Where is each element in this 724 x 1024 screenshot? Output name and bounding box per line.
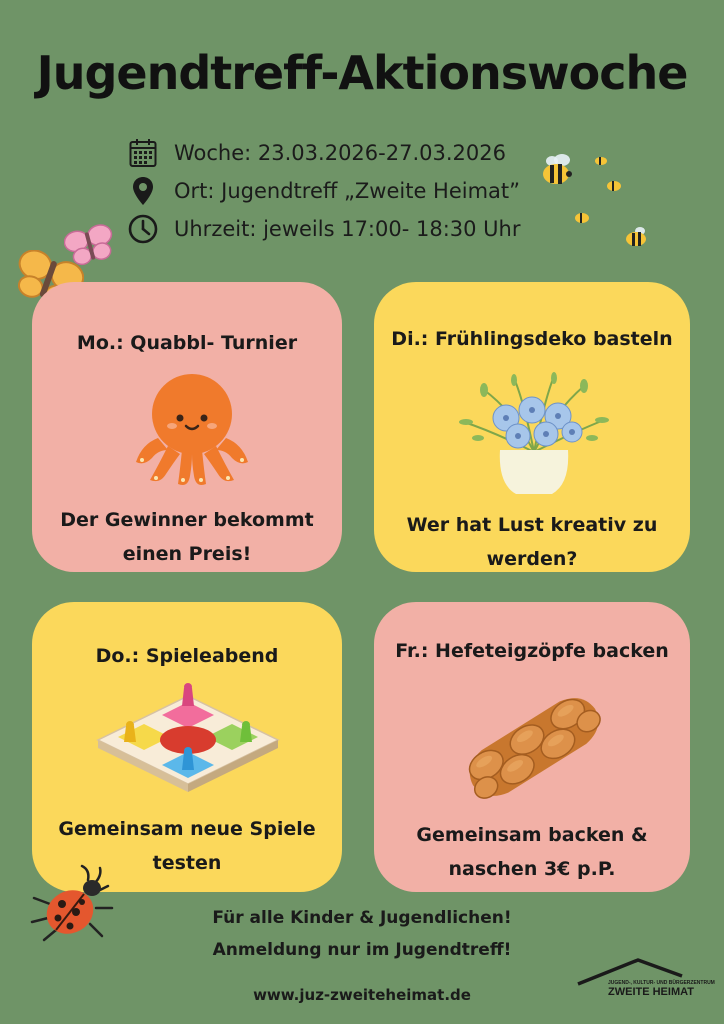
card-thursday — [32, 602, 342, 892]
zweite-heimat-logo — [574, 958, 714, 1002]
card-friday-title: Fr.: Hefeteigzöpfe backen — [395, 640, 669, 662]
card-thursday-title: Do.: Spieleabend — [95, 645, 279, 667]
bee-icon — [606, 178, 622, 192]
card-tuesday-line2: werden? — [486, 548, 578, 570]
card-tuesday-line1: Wer hat Lust kreativ zu — [406, 514, 658, 536]
card-friday-line2: naschen 3€ p.P. — [448, 858, 616, 880]
card-tuesday-title: Di.: Frühlingsdeko basteln — [391, 328, 673, 350]
bee-icon — [594, 154, 608, 166]
info-time-text: Uhrzeit: jeweils 17:00- 18:30 Uhr — [174, 217, 521, 241]
bee-icon — [538, 152, 580, 188]
logo-title: ZWEITE HEIMAT — [608, 986, 694, 998]
card-friday — [374, 602, 690, 892]
location-pin-icon — [128, 176, 158, 206]
card-thursday-line1: Gemeinsam neue Spiele — [58, 818, 316, 840]
ladybug-icon — [30, 864, 114, 944]
card-monday-line2: einen Preis! — [122, 543, 252, 565]
info-week — [128, 138, 506, 168]
card-monday-title: Mo.: Quabbl- Turnier — [76, 332, 298, 354]
card-monday — [32, 282, 342, 572]
flower-vase-icon — [454, 372, 614, 502]
info-place-text: Ort: Jugendtreff „Zweite Heimat” — [174, 179, 521, 203]
bee-icon — [624, 226, 652, 248]
calendar-icon — [128, 138, 158, 168]
info-place — [128, 176, 520, 206]
footer-line-2: Anmeldung nur im Jugendtreff! — [212, 940, 512, 960]
card-monday-line1: Der Gewinner bekommt — [60, 509, 314, 531]
page-title: Jugendtreff-Aktionswoche — [36, 46, 688, 100]
card-tuesday — [374, 282, 690, 572]
logo-subtitle: JUGEND-, KULTUR- UND BÜRGERZENTRUM — [608, 980, 715, 986]
card-friday-line1: Gemeinsam backen & — [416, 824, 648, 846]
footer-line-1: Für alle Kinder & Jugendlichen! — [212, 908, 512, 928]
info-time — [128, 214, 521, 244]
website-link[interactable]: www.juz-zweiteheimat.de — [253, 986, 471, 1004]
card-thursday-line2: testen — [152, 852, 222, 874]
info-week-text: Woche: 23.03.2026-27.03.2026 — [174, 141, 506, 165]
braided-bread-icon — [454, 682, 614, 812]
octopus-icon — [128, 366, 256, 490]
board-game-icon — [92, 682, 284, 802]
clock-icon — [128, 214, 158, 244]
bee-icon — [574, 210, 590, 224]
